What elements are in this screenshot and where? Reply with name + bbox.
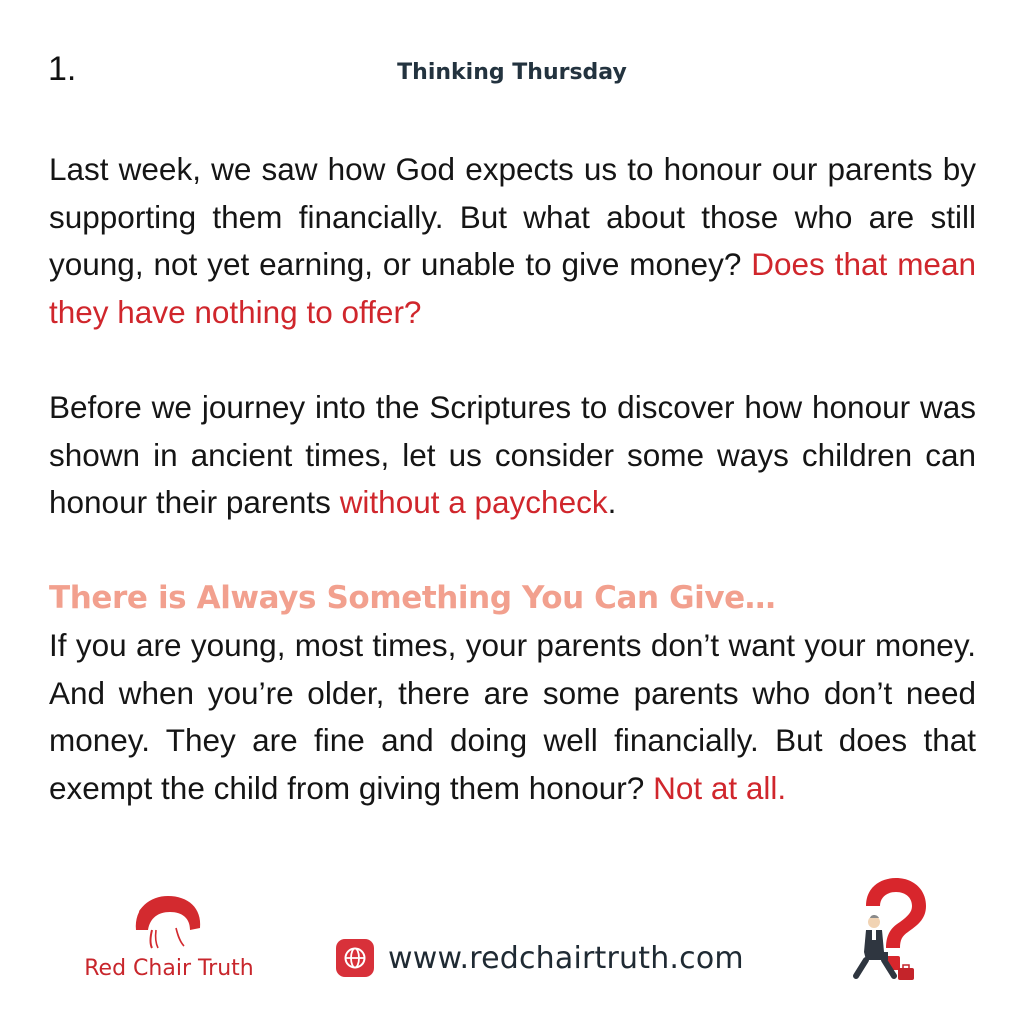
paragraph-2-highlight: without a paycheck bbox=[339, 484, 608, 520]
red-chair-logo-icon bbox=[128, 890, 208, 950]
page-number: 1. bbox=[48, 50, 77, 88]
page-title: Thinking Thursday bbox=[397, 60, 627, 85]
paragraph-3-highlight: Not at all. bbox=[653, 769, 787, 806]
website-url[interactable]: www.redchairtruth.com bbox=[388, 940, 744, 976]
question-mark-person-icon bbox=[844, 876, 934, 986]
paragraph-1-highlight: Does that mean they have nothing to offer? bbox=[49, 246, 976, 330]
website-link[interactable] bbox=[336, 936, 744, 980]
paragraph-2-text: Before we journey into the Scriptures to discover how honour was shown in ancient times, let us consider some ways children can honour their parents bbox=[49, 389, 976, 520]
paragraph-2 bbox=[49, 384, 976, 527]
globe-icon bbox=[343, 946, 367, 970]
paragraph-1-text: Last week, we saw how God expects us to honour our parents by supporting them financially. But what about those who are still young, not yet earning, or unable to give money? bbox=[49, 151, 976, 282]
section-heading: There is Always Something You Can Give… bbox=[49, 579, 776, 616]
article-body bbox=[49, 146, 976, 812]
paragraph-3-text: If you are young, most times, your parents don’t want your money. And when you’re older, there are some parents who don’t need money. They are fine and doing well financially. But does that exempt the child from giving them honour? bbox=[49, 627, 976, 806]
brand-logo bbox=[76, 890, 262, 982]
paragraph-3 bbox=[49, 622, 976, 812]
brand-name: Red Chair Truth bbox=[84, 956, 254, 981]
paragraph-1 bbox=[49, 146, 976, 336]
paragraph-2-end: . bbox=[607, 484, 617, 520]
globe-badge bbox=[336, 939, 374, 977]
